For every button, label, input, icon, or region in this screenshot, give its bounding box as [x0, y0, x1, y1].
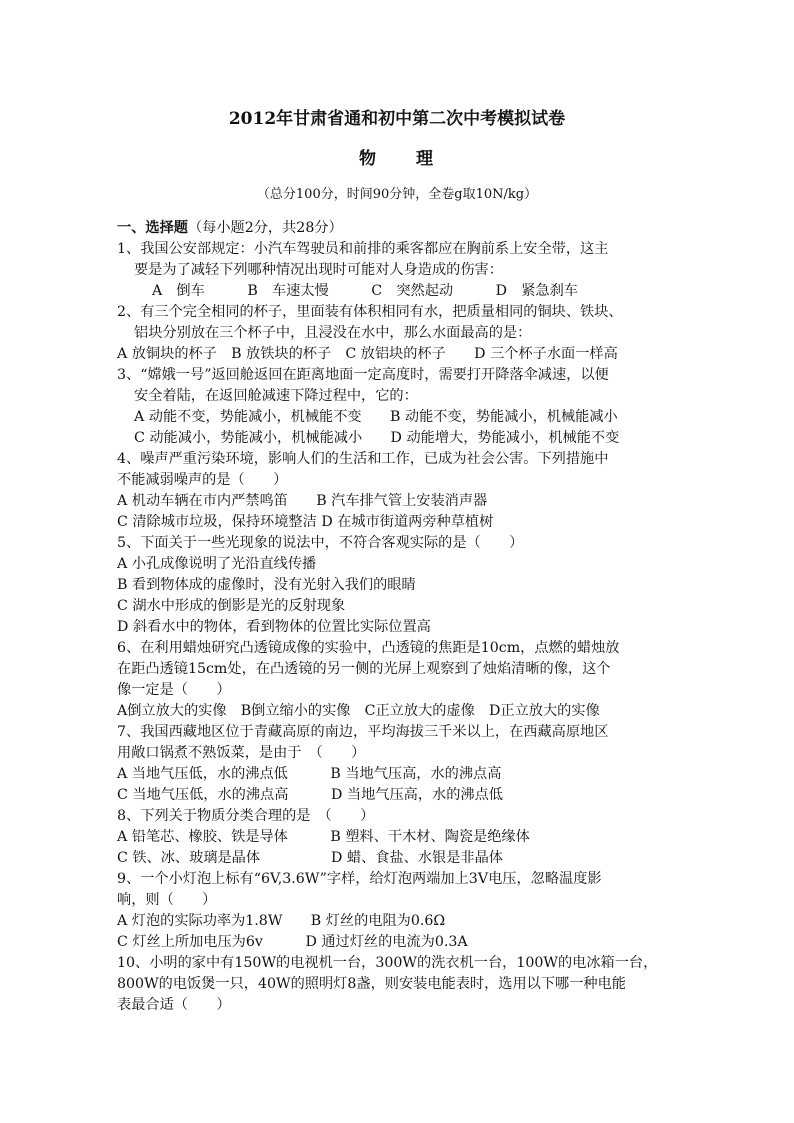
question-line: 像一定是（ ） — [117, 682, 231, 698]
question-line: 7、我国西藏地区位于青藏高原的南边，平均海拔三千米以上，在西藏高原地区 — [117, 724, 609, 740]
option-line: A 小孔成像说明了光沿直线传播 — [117, 556, 317, 572]
question-line: 铝块分别放在三个杯子中，且浸没在水中，那么水面最高的是： — [134, 325, 532, 341]
question-line: 要是为了减轻下列哪种情况出现时可能对人身造成的伤害： — [134, 262, 503, 278]
question-line: 5、下面关于一些光现象的说法中，不符合客观实际的是（ ） — [117, 535, 524, 551]
question-line: 安全着陆，在返回舱减速下降过程中，它的： — [134, 388, 418, 404]
exam-title: 2012年甘肃省通和初中第二次中考模拟试卷 — [228, 109, 566, 129]
question-line: 10、小明的家中有150W的电视机一台，300W的洗衣机一台，100W的电冰箱一台， — [117, 955, 658, 971]
option-line: A 放铜块的杯子 B 放铁块的杯子 C 放铝块的杯子 D 三个杯子水面一样高 — [117, 346, 618, 362]
section-scoring: （每小题2分，共28分） — [187, 220, 343, 236]
question-line: 1、我国公安部规定：小汽车驾驶员和前排的乘客都应在胸前系上安全带，这主 — [117, 241, 609, 257]
question-line: 响，则（ ） — [117, 892, 217, 908]
option-line: C 清除城市垃圾，保持环境整洁 D 在城市街道两旁种草植树 — [117, 514, 494, 530]
option-line: A 机动车辆在市内严禁鸣笛 B 汽车排气管上安装消声器 — [117, 493, 488, 509]
section-name: 一、选择题 — [117, 220, 188, 236]
option-line: B 看到物体成的虚像时，没有光射入我们的眼睛 — [117, 577, 416, 593]
question-line: 2、有三个完全相同的杯子，里面装有体积相同有水，把质量相同的铜块、铁块、 — [117, 304, 623, 320]
exam-note: （总分100分，时间90分钟，全卷g取10N/kg） — [256, 187, 538, 202]
option-line: A 当地气压低，水的沸点低 B 当地气压高，水的沸点高 — [117, 766, 502, 782]
question-line: 3、“嫦娥一号”返回舱返回在距离地面一定高度时，需要打开降落伞减速，以便 — [117, 367, 609, 383]
option-line: C 铁、冰、玻璃是晶体 D 蜡、食盐、水银是非晶体 — [117, 850, 503, 866]
question-line: 9、一个小灯泡上标有“6V,3.6W”字样，给灯泡两端加上3V电压，忽略温度影 — [117, 871, 602, 887]
option-line: D 斜看水中的物体，看到物体的位置比实际位置高 — [117, 619, 431, 635]
option-line: A 铅笔芯、橡胶、铁是导体 B 塑料、干木材、陶瓷是绝缘体 — [117, 829, 530, 845]
question-line: 6、在利用蜡烛研究凸透镜成像的实验中，凸透镜的焦距是10cm，点燃的蜡烛放 — [117, 640, 620, 656]
option-line: A 倒车 B 车速太慢 C 突然起动 D 紧急刹车 — [152, 283, 578, 299]
option-line: C 动能减小，势能减小，机械能减小 D 动能增大，势能减小，机械能不变 — [134, 430, 620, 446]
option-line: A 灯泡的实际功率为1.8W B 灯丝的电阻为0.6Ω — [117, 913, 446, 929]
question-line: 8、下列关于物质分类合理的是 （ ） — [117, 808, 375, 824]
subject-title: 物 理 — [359, 149, 435, 169]
question-line: 在距凸透镜15cm处，在凸透镜的另一侧的光屏上观察到了烛焰清晰的像，这个 — [117, 661, 611, 677]
question-line: 4、噪声严重污染环境，影响人们的生活和工作，已成为社会公害。下列措施中 — [117, 451, 609, 467]
question-line: 800W的电饭煲一只，40W的照明灯8盏，则安装电能表时，选用以下哪一种电能 — [117, 976, 626, 992]
question-line: 表最合适（ ） — [117, 997, 231, 1013]
option-line: C 湖水中形成的倒影是光的反射现象 — [117, 598, 346, 614]
option-line: A倒立放大的实像 B倒立缩小的实像 C正立放大的虚像 D正立放大的实像 — [117, 703, 600, 719]
question-line: 用敞口锅煮不熟饭菜，是由于 （ ） — [117, 745, 366, 761]
option-line: A 动能不变，势能减小，机械能不变 B 动能不变，势能减小，机械能减小 — [134, 409, 618, 425]
question-line: 不能减弱噪声的是（ ） — [117, 472, 288, 488]
section-heading — [117, 219, 343, 237]
option-line: C 当地气压低，水的沸点高 D 当地气压高，水的沸点低 — [117, 787, 503, 803]
option-line: C 灯丝上所加电压为6v D 通过灯丝的电流为0.3A — [117, 934, 468, 950]
